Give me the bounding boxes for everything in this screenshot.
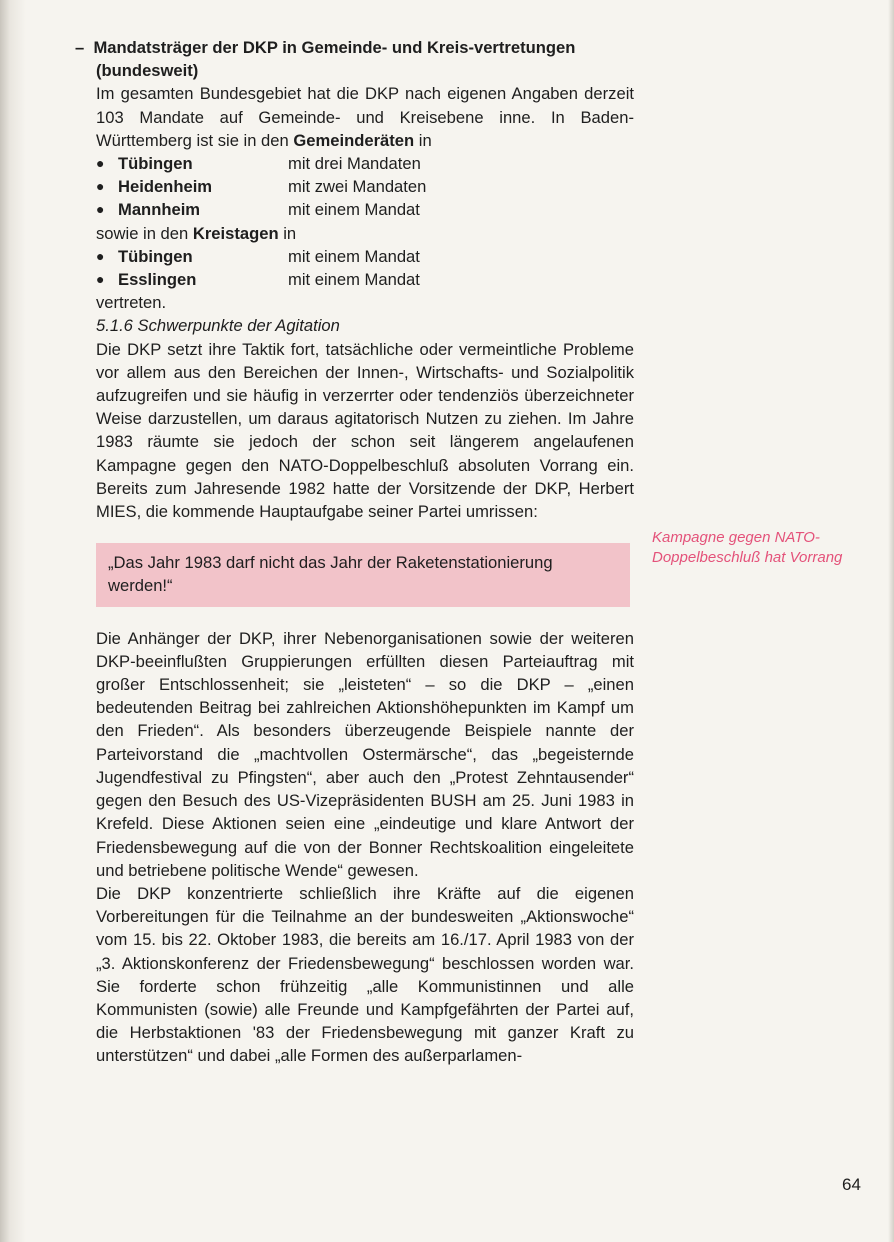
kreistage-intro-text: sowie in den bbox=[96, 223, 193, 243]
paragraph-2: Die Anhänger der DKP, ihrer Nebenorganisationen sowie der weiteren DKP-beeinflußten Gruppierungen erfüllten diesen Parteiauftrag mit großer Entschlossenheit; sie „leisteten“ – so die DKP – „einen bedeutenden Beitrag bei zahlreichen Aktionshöhepunkten im Kampf um den Frieden“. Als besonders überzeugende Beispiele nannte der Parteivorstand die „machtvollen Ostermärsche“, das „begeisternde Jugendfestival zu Pfingsten“, aber auch den „Protest Zehntausender“ gegen den Besuch des US-Vizepräsidenten BUSH am 25. Juni 1983 in Krefeld. Diese Aktionen seien eine „eindeutige und klare Antwort der Friedensbewegung auf die von der Bonner Rechtskoalition eingeleitete und betriebene politische Wende“ gewesen. bbox=[96, 628, 634, 880]
list-item bbox=[96, 175, 634, 198]
mandate-intro bbox=[96, 82, 634, 152]
list-item bbox=[96, 245, 634, 268]
bullet-icon: ● bbox=[96, 271, 105, 288]
place-name: Tübingen bbox=[118, 154, 193, 174]
list-item bbox=[96, 198, 634, 221]
quote-text: „Das Jahr 1983 darf nicht das Jahr der Raketenstationierung werden!“ bbox=[108, 553, 553, 596]
gemeinderaete-list bbox=[96, 152, 634, 222]
seat-count: mit drei Mandaten bbox=[288, 154, 421, 174]
mandate-intro-end: in bbox=[414, 130, 432, 150]
seat-count: mit einem Mandat bbox=[288, 200, 420, 220]
bullet-icon: ● bbox=[96, 247, 105, 264]
paragraph-1: Die DKP setzt ihre Taktik fort, tatsächliche oder vermeintliche Probleme vor allem aus den Bereichen der Innen-, Wirtschafts- und Sozialpolitik aufzugreifen und sie häufig in verzerrter oder tendenziös überzeichneter Weise darzustellen, um daraus agitatorisch Nutzen zu ziehen. Im Jahre 1983 räumte sie jedoch der schon seit längerem angelaufenen Kampagne gegen den NATO-Doppelbeschluß absoluten Vorrang ein. Bereits zum Jahresende 1982 hatte der Vorsitzende der DKP, Herbert MIES, die kommende Hauptaufgabe seiner Partei umrissen: bbox=[96, 339, 634, 522]
item-dash: – bbox=[75, 38, 85, 57]
kreistage-list bbox=[96, 245, 634, 291]
bullet-icon: ● bbox=[96, 201, 105, 218]
scan-shadow-right bbox=[888, 0, 894, 1242]
paragraph-3: Die DKP konzentrierte schließlich ihre Kräfte auf die eigenen Vorbereitungen für die Teilnahme an der bundesweiten „Aktionswoche“ vom 15. bis 22. Oktober 1983, die bereits am 16./17. April 1983 von der „3. Aktionskonferenz der Friedensbewegung“ beschlossen worden war. Sie forderte schon frühzeitig „alle Kommunistinnen und alle Kommunisten (sowie) alle Freunde und Kampfgefährten der Partei auf, die Herbstaktionen '83 der Friedensbewegung mit ganzer Kraft zu unterstützen“ und dabei „alle Formen des außerparlamen- bbox=[96, 883, 634, 1066]
seat-count: mit zwei Mandaten bbox=[288, 177, 427, 197]
place-name: Mannheim bbox=[118, 200, 201, 220]
page-body bbox=[75, 36, 634, 1068]
kreistage-intro bbox=[96, 222, 634, 245]
mandate-section bbox=[75, 36, 634, 314]
list-item bbox=[96, 268, 634, 291]
place-name: Esslingen bbox=[118, 270, 197, 290]
mandate-intro-text: Im gesamten Bundesgebiet hat die DKP nach eigenen Angaben derzeit 103 Mandate auf Gemeinde- und Kreisebene inne. In Baden-Württemberg ist sie in den bbox=[96, 84, 634, 150]
bullet-icon: ● bbox=[96, 178, 105, 195]
bullet-icon: ● bbox=[96, 155, 105, 172]
item-title-text: Mandatsträger der DKP in Gemeinde- und Kreis-vertretungen (bundesweit) bbox=[93, 38, 576, 81]
page-number: 64 bbox=[842, 1175, 861, 1194]
place-name: Heidenheim bbox=[118, 177, 213, 197]
place-name: Tübingen bbox=[118, 246, 193, 266]
mandate-outro: vertreten. bbox=[96, 293, 167, 313]
kreistage-term: Kreistagen bbox=[192, 223, 279, 243]
section-heading: 5.1.6 Schwerpunkte der Agitation bbox=[96, 316, 340, 336]
margin-note: Kampagne gegen NATO-Doppelbeschluß hat Vorrang bbox=[652, 529, 843, 566]
seat-count: mit einem Mandat bbox=[288, 270, 420, 290]
seat-count: mit einem Mandat bbox=[288, 246, 420, 266]
kreistage-intro-end: in bbox=[278, 223, 297, 243]
gemeinderaete-term: Gemeinderäten bbox=[293, 130, 415, 150]
list-item bbox=[96, 152, 634, 175]
scan-shadow-left bbox=[0, 0, 26, 1242]
quote-box bbox=[96, 543, 630, 606]
item-title bbox=[75, 36, 634, 82]
